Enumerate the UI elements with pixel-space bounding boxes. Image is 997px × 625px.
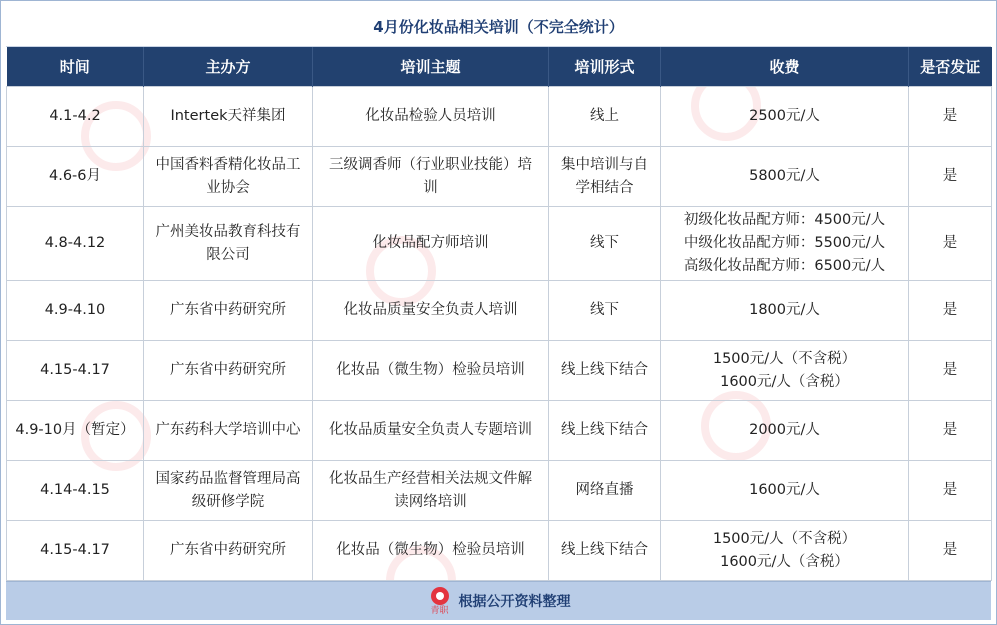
cell-form xyxy=(549,147,661,207)
table-row xyxy=(7,521,992,581)
table-row xyxy=(7,341,992,401)
cell-fee xyxy=(661,87,909,147)
cell-line: 1500元/人（不含税） xyxy=(712,530,857,547)
cell-line: 广州美妆品教育科技有 xyxy=(155,223,301,240)
cell-topic xyxy=(313,341,549,401)
table-row xyxy=(7,461,992,521)
cell-form xyxy=(549,87,661,147)
column-header-organizer: 主办方 xyxy=(144,47,313,87)
cell-line: 广东药科大学培训中心 xyxy=(155,422,301,438)
cell-fee xyxy=(661,521,909,581)
cell-line: 读网络培训 xyxy=(394,493,467,510)
table-row xyxy=(7,281,992,341)
cell-line: 高级化妆品配方师：6500元/人 xyxy=(683,258,886,274)
cell-certificate: 是 xyxy=(909,207,992,281)
training-table xyxy=(6,47,992,581)
cell-form xyxy=(549,521,661,581)
column-header-form: 培训形式 xyxy=(549,47,661,87)
cell-organizer xyxy=(144,281,313,341)
cell-topic xyxy=(313,87,549,147)
column-header-topic: 培训主题 xyxy=(313,47,549,87)
cell-line: 线上线下结合 xyxy=(561,422,648,438)
cell-form xyxy=(549,207,661,281)
cell-line: 初级化妆品配方师：4500元/人 xyxy=(683,212,886,228)
cell-certificate: 是 xyxy=(909,341,992,401)
cell-time: 4.1-4.2 xyxy=(7,87,144,147)
brand-logo-text: 青职 xyxy=(430,605,449,616)
column-header-time: 时间 xyxy=(7,47,144,87)
cell-line: 2000元/人 xyxy=(749,422,820,438)
cell-form xyxy=(549,281,661,341)
cell-line: 1600元/人（含税） xyxy=(720,373,849,390)
cell-line: 集中培训与自 xyxy=(561,156,648,173)
cell-fee xyxy=(661,401,909,461)
brand-logo-icon xyxy=(427,584,453,618)
cell-fee xyxy=(661,147,909,207)
table-row xyxy=(7,87,992,147)
cell-fee xyxy=(661,341,909,401)
cell-line: 线上 xyxy=(590,108,619,124)
cell-certificate: 是 xyxy=(909,461,992,521)
cell-certificate: 是 xyxy=(909,281,992,341)
cell-line: 1600元/人（含税） xyxy=(720,553,849,570)
cell-time: 4.14-4.15 xyxy=(7,461,144,521)
cell-line: 化妆品质量安全负责人培训 xyxy=(343,302,518,318)
table-title: 4月份化妆品相关培训（不完全统计） xyxy=(6,6,991,47)
cell-certificate: 是 xyxy=(909,147,992,207)
cell-line: 广东省中药研究所 xyxy=(170,362,286,378)
cell-organizer xyxy=(144,87,313,147)
cell-line: 三级调香师（行业职业技能）培 xyxy=(329,156,532,173)
cell-topic xyxy=(313,521,549,581)
cell-line: 线下 xyxy=(590,235,619,251)
column-header-certificate: 是否发证 xyxy=(909,47,992,87)
cell-line: 线上线下结合 xyxy=(561,362,648,378)
cell-line: 学相结合 xyxy=(575,179,634,196)
cell-line: 网络直播 xyxy=(575,482,634,498)
cell-line: 化妆品质量安全负责人专题培训 xyxy=(329,422,532,438)
cell-line: 1600元/人 xyxy=(749,482,820,498)
cell-certificate: 是 xyxy=(909,401,992,461)
cell-line: 化妆品检验人员培训 xyxy=(365,108,496,124)
cell-fee xyxy=(661,281,909,341)
cell-line: 国家药品监督管理局高 xyxy=(155,470,301,487)
cell-organizer xyxy=(144,401,313,461)
cell-line: 中国香料香精化妆品工 xyxy=(155,156,301,173)
cell-form xyxy=(549,401,661,461)
cell-topic xyxy=(313,147,549,207)
cell-line: 级研修学院 xyxy=(191,493,265,510)
cell-line: 5800元/人 xyxy=(749,168,820,184)
cell-time: 4.15-4.17 xyxy=(7,341,144,401)
cell-time: 4.15-4.17 xyxy=(7,521,144,581)
source-footer xyxy=(6,581,991,620)
cell-line: 化妆品生产经营相关法规文件解 xyxy=(329,470,532,487)
cell-line: 中级化妆品配方师：5500元/人 xyxy=(683,235,886,251)
cell-line: 广东省中药研究所 xyxy=(170,542,286,558)
cell-time: 4.9-10月（暂定） xyxy=(7,401,144,461)
cell-fee xyxy=(661,207,909,281)
cell-line: 线下 xyxy=(590,302,619,318)
cell-topic xyxy=(313,207,549,281)
table-header-row xyxy=(7,47,992,87)
cell-certificate: 是 xyxy=(909,87,992,147)
cell-time: 4.6-6月 xyxy=(7,147,144,207)
column-header-fee: 收费 xyxy=(661,47,909,87)
cell-organizer xyxy=(144,341,313,401)
cell-organizer xyxy=(144,207,313,281)
cell-line: 1800元/人 xyxy=(749,302,820,318)
cell-line: 线上线下结合 xyxy=(561,542,648,558)
brand-disc-icon xyxy=(431,587,449,605)
cell-line: 业协会 xyxy=(206,179,250,196)
table-row xyxy=(7,147,992,207)
source-note: 根据公开资料整理 xyxy=(458,594,571,610)
cell-line: 训 xyxy=(423,179,438,196)
cell-time: 4.9-4.10 xyxy=(7,281,144,341)
cell-line: Intertek天祥集团 xyxy=(170,108,286,124)
cell-topic xyxy=(313,401,549,461)
cell-time: 4.8-4.12 xyxy=(7,207,144,281)
cell-organizer xyxy=(144,521,313,581)
cell-topic xyxy=(313,461,549,521)
cell-line: 化妆品配方师培训 xyxy=(372,235,489,251)
cell-certificate: 是 xyxy=(909,521,992,581)
cell-fee xyxy=(661,461,909,521)
cell-form xyxy=(549,341,661,401)
cell-organizer xyxy=(144,147,313,207)
cell-line: 2500元/人 xyxy=(749,108,820,124)
table-row xyxy=(7,401,992,461)
cell-line: 广东省中药研究所 xyxy=(170,302,286,318)
cell-line: 化妆品（微生物）检验员培训 xyxy=(336,542,525,558)
cell-line: 限公司 xyxy=(206,246,250,263)
table-row xyxy=(7,207,992,281)
cell-line: 化妆品（微生物）检验员培训 xyxy=(336,362,525,378)
cell-organizer xyxy=(144,461,313,521)
cell-form xyxy=(549,461,661,521)
cell-line: 1500元/人（不含税） xyxy=(712,350,857,367)
cell-topic xyxy=(313,281,549,341)
